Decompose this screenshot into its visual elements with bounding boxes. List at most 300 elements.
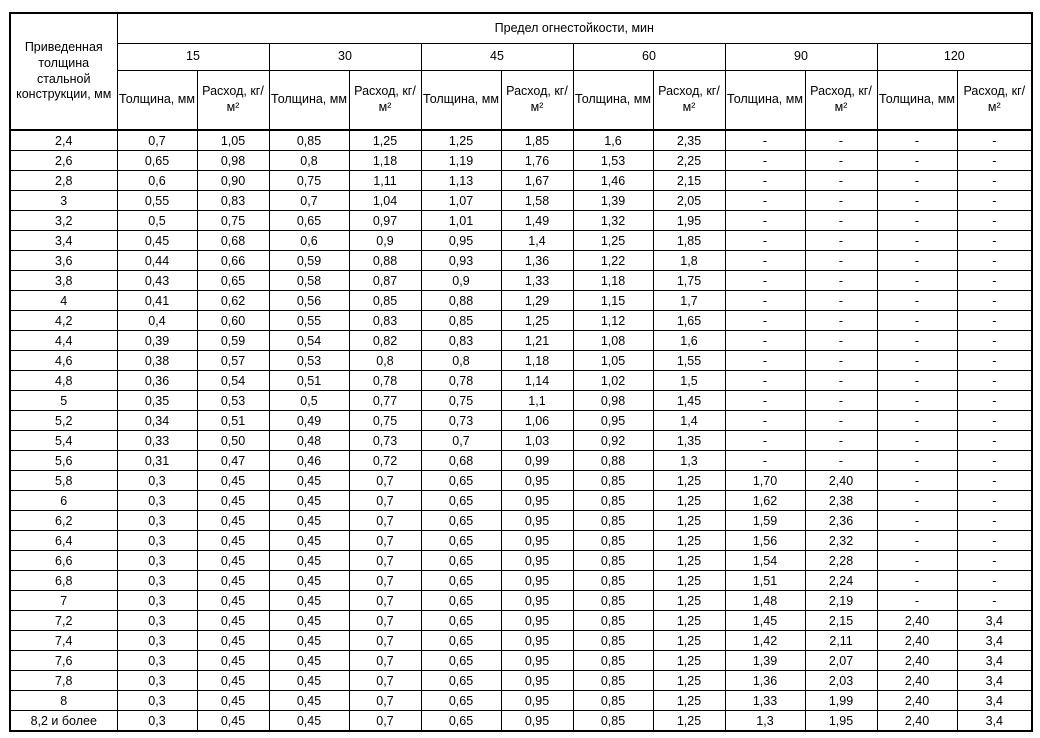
table-row [10, 391, 1032, 411]
thickness-cell: 0,68 [421, 451, 501, 471]
thickness-cell: 0,3 [117, 471, 197, 491]
thickness-cell: 0,88 [573, 451, 653, 471]
thickness-cell: 2,40 [877, 711, 957, 732]
consumption-cell: 1,25 [653, 611, 725, 631]
consumption-cell: 0,95 [501, 651, 573, 671]
thickness-cell: 0,3 [117, 711, 197, 732]
thickness-cell: - [877, 171, 957, 191]
consumption-cell: - [805, 431, 877, 451]
consumption-cell: 0,7 [349, 631, 421, 651]
thickness-cell: 0,65 [421, 471, 501, 491]
thickness-cell: 0,3 [117, 591, 197, 611]
thickness-cell: - [877, 531, 957, 551]
consumption-cell: 1,36 [501, 251, 573, 271]
thickness-cell: 0,85 [573, 591, 653, 611]
thickness-cell: - [725, 211, 805, 231]
consumption-cell: 3,4 [957, 631, 1032, 651]
thickness-cell: - [877, 591, 957, 611]
thickness-cell: - [725, 271, 805, 291]
steel-thickness-cell: 5 [10, 391, 117, 411]
consumption-cell: 2,07 [805, 651, 877, 671]
consumption-cell: - [957, 411, 1032, 431]
table-row [10, 151, 1032, 171]
consumption-cell: 2,35 [653, 130, 725, 151]
group-header-row [10, 44, 1032, 71]
thickness-cell: - [877, 571, 957, 591]
thickness-cell: 0,85 [573, 611, 653, 631]
thickness-cell: 0,78 [421, 371, 501, 391]
thickness-cell: 0,9 [421, 271, 501, 291]
consumption-cell: - [805, 371, 877, 391]
consumption-header: Расход, кг/м² [197, 71, 269, 131]
steel-thickness-cell: 3,8 [10, 271, 117, 291]
table-row [10, 571, 1032, 591]
thickness-cell: 0,3 [117, 571, 197, 591]
thickness-cell: 1,48 [725, 591, 805, 611]
consumption-cell: 0,95 [501, 611, 573, 631]
thickness-cell: 0,85 [573, 631, 653, 651]
consumption-cell: 1,6 [653, 331, 725, 351]
consumption-cell: - [805, 411, 877, 431]
thickness-cell: 0,65 [269, 211, 349, 231]
consumption-header: Расход, кг/м² [653, 71, 725, 131]
consumption-cell: 1,5 [653, 371, 725, 391]
consumption-cell: - [805, 130, 877, 151]
steel-thickness-cell: 8 [10, 691, 117, 711]
thickness-cell: 0,55 [117, 191, 197, 211]
thickness-cell: - [877, 351, 957, 371]
table-row [10, 651, 1032, 671]
thickness-header: Толщина, мм [573, 71, 653, 131]
thickness-cell: 2,40 [877, 651, 957, 671]
thickness-cell: 0,4 [117, 311, 197, 331]
thickness-cell: - [725, 291, 805, 311]
thickness-cell: - [725, 171, 805, 191]
thickness-cell: 0,65 [421, 711, 501, 732]
thickness-header: Толщина, мм [269, 71, 349, 131]
consumption-cell: - [957, 571, 1032, 591]
thickness-cell: 0,51 [269, 371, 349, 391]
thickness-cell: - [877, 130, 957, 151]
table-row [10, 331, 1032, 351]
subheader-row [10, 71, 1032, 131]
consumption-cell: 1,8 [653, 251, 725, 271]
consumption-cell: 1,75 [653, 271, 725, 291]
thickness-cell: - [877, 451, 957, 471]
consumption-cell: 0,53 [197, 391, 269, 411]
thickness-cell: 1,25 [421, 130, 501, 151]
thickness-cell: 1,59 [725, 511, 805, 531]
thickness-cell: - [877, 151, 957, 171]
consumption-cell: 1,03 [501, 431, 573, 451]
thickness-cell: - [877, 411, 957, 431]
consumption-cell: 0,95 [501, 591, 573, 611]
consumption-cell: 1,25 [501, 311, 573, 331]
steel-thickness-cell: 4 [10, 291, 117, 311]
thickness-cell: 0,3 [117, 631, 197, 651]
consumption-cell: 1,95 [653, 211, 725, 231]
thickness-cell: 0,6 [269, 231, 349, 251]
steel-thickness-cell: 6,8 [10, 571, 117, 591]
consumption-cell: 1,18 [501, 351, 573, 371]
consumption-cell: 0,98 [197, 151, 269, 171]
consumption-cell: 1,7 [653, 291, 725, 311]
consumption-cell: 0,99 [501, 451, 573, 471]
thickness-cell: 0,85 [573, 711, 653, 732]
consumption-cell: 0,45 [197, 471, 269, 491]
thickness-cell: - [877, 211, 957, 231]
thickness-cell: - [877, 371, 957, 391]
consumption-cell: - [805, 271, 877, 291]
thickness-cell: 0,36 [117, 371, 197, 391]
table-row [10, 271, 1032, 291]
thickness-cell: 1,70 [725, 471, 805, 491]
consumption-cell: - [805, 231, 877, 251]
consumption-cell: 1,25 [653, 551, 725, 571]
thickness-cell: - [877, 511, 957, 531]
consumption-cell: 0,95 [501, 571, 573, 591]
thickness-cell: 0,45 [269, 691, 349, 711]
consumption-cell: 1,25 [653, 491, 725, 511]
thickness-cell: 0,65 [421, 691, 501, 711]
consumption-cell: 1,35 [653, 431, 725, 451]
steel-thickness-cell: 7,6 [10, 651, 117, 671]
thickness-cell: 1,08 [573, 331, 653, 351]
consumption-cell: - [957, 551, 1032, 571]
consumption-cell: - [957, 511, 1032, 531]
consumption-cell: 0,7 [349, 531, 421, 551]
consumption-cell: 1,25 [653, 711, 725, 732]
consumption-cell: - [957, 171, 1032, 191]
consumption-cell: - [957, 391, 1032, 411]
thickness-cell: 0,7 [269, 191, 349, 211]
thickness-cell: 0,7 [117, 130, 197, 151]
consumption-cell: 0,45 [197, 711, 269, 732]
thickness-cell: 0,58 [269, 271, 349, 291]
thickness-cell: 0,65 [421, 571, 501, 591]
consumption-cell: 1,25 [349, 130, 421, 151]
thickness-cell: 0,3 [117, 491, 197, 511]
thickness-cell: 2,40 [877, 691, 957, 711]
group-header-120: 120 [877, 44, 1032, 71]
thickness-cell: 0,65 [421, 531, 501, 551]
consumption-cell: - [957, 531, 1032, 551]
table-row [10, 691, 1032, 711]
consumption-cell: 1,55 [653, 351, 725, 371]
thickness-cell: 0,65 [421, 671, 501, 691]
steel-thickness-cell: 5,6 [10, 451, 117, 471]
consumption-cell: 2,03 [805, 671, 877, 691]
steel-thickness-cell: 7,8 [10, 671, 117, 691]
thickness-cell: 0,3 [117, 691, 197, 711]
consumption-cell: - [957, 431, 1032, 451]
group-header-45: 45 [421, 44, 573, 71]
consumption-header: Расход, кг/м² [957, 71, 1032, 131]
consumption-cell: 1,85 [501, 130, 573, 151]
consumption-cell: 0,51 [197, 411, 269, 431]
consumption-cell: 0,97 [349, 211, 421, 231]
thickness-cell: 1,02 [573, 371, 653, 391]
thickness-cell: 0,85 [269, 130, 349, 151]
thickness-cell: 0,6 [117, 171, 197, 191]
consumption-cell: 1,25 [653, 531, 725, 551]
thickness-cell: - [725, 431, 805, 451]
consumption-cell: 0,8 [349, 351, 421, 371]
consumption-cell: 0,73 [349, 431, 421, 451]
consumption-cell: 0,45 [197, 631, 269, 651]
consumption-cell: 0,95 [501, 691, 573, 711]
consumption-cell: - [957, 191, 1032, 211]
thickness-cell: 1,6 [573, 130, 653, 151]
consumption-cell: 0,45 [197, 611, 269, 631]
thickness-cell: 0,73 [421, 411, 501, 431]
thickness-cell: - [725, 231, 805, 251]
consumption-cell: - [957, 211, 1032, 231]
table-row [10, 291, 1032, 311]
thickness-cell: 0,85 [573, 471, 653, 491]
thickness-cell: 0,53 [269, 351, 349, 371]
thickness-cell: - [877, 251, 957, 271]
thickness-cell: 1,36 [725, 671, 805, 691]
thickness-cell: 0,34 [117, 411, 197, 431]
thickness-cell: - [725, 451, 805, 471]
thickness-cell: - [725, 351, 805, 371]
thickness-cell: - [877, 391, 957, 411]
consumption-cell: - [957, 331, 1032, 351]
consumption-cell: 2,15 [653, 171, 725, 191]
consumption-cell: 0,7 [349, 691, 421, 711]
thickness-cell: - [725, 391, 805, 411]
consumption-cell: 0,45 [197, 571, 269, 591]
consumption-cell: 0,95 [501, 511, 573, 531]
consumption-cell: 0,7 [349, 511, 421, 531]
fire-resistance-header: Предел огнестойкости, мин [117, 13, 1032, 44]
steel-thickness-cell: 4,4 [10, 331, 117, 351]
consumption-cell: 3,4 [957, 671, 1032, 691]
consumption-cell: 0,95 [501, 531, 573, 551]
steel-thickness-cell: 7 [10, 591, 117, 611]
consumption-cell: 1,99 [805, 691, 877, 711]
thickness-cell: 0,33 [117, 431, 197, 451]
consumption-cell: 1,25 [653, 471, 725, 491]
thickness-cell: 1,13 [421, 171, 501, 191]
consumption-cell: - [805, 211, 877, 231]
thickness-cell: 1,45 [725, 611, 805, 631]
steel-thickness-cell: 6,2 [10, 511, 117, 531]
table-row [10, 671, 1032, 691]
thickness-cell: 0,41 [117, 291, 197, 311]
consumption-cell: - [957, 311, 1032, 331]
steel-thickness-cell: 3,6 [10, 251, 117, 271]
thickness-cell: 1,18 [573, 271, 653, 291]
thickness-cell: - [877, 311, 957, 331]
thickness-cell: 0,45 [269, 491, 349, 511]
thickness-cell: 1,53 [573, 151, 653, 171]
consumption-cell: 1,76 [501, 151, 573, 171]
steel-thickness-cell: 2,4 [10, 130, 117, 151]
consumption-cell: 1,25 [653, 631, 725, 651]
consumption-cell: 1,58 [501, 191, 573, 211]
thickness-cell: 0,65 [421, 591, 501, 611]
thickness-cell: - [877, 271, 957, 291]
consumption-cell: - [957, 491, 1032, 511]
consumption-cell: 0,9 [349, 231, 421, 251]
thickness-cell: 1,07 [421, 191, 501, 211]
thickness-cell: 0,65 [421, 631, 501, 651]
consumption-cell: 0,68 [197, 231, 269, 251]
thickness-cell: 0,31 [117, 451, 197, 471]
thickness-cell: 0,75 [269, 171, 349, 191]
thickness-cell: 0,3 [117, 551, 197, 571]
consumption-cell: 0,7 [349, 651, 421, 671]
steel-thickness-cell: 5,2 [10, 411, 117, 431]
thickness-cell: 0,48 [269, 431, 349, 451]
thickness-cell: 0,85 [573, 491, 653, 511]
steel-thickness-cell: 3 [10, 191, 117, 211]
thickness-cell: - [725, 411, 805, 431]
thickness-cell: - [725, 191, 805, 211]
consumption-cell: 0,60 [197, 311, 269, 331]
steel-thickness-cell: 2,8 [10, 171, 117, 191]
consumption-cell: 2,15 [805, 611, 877, 631]
thickness-cell: 2,40 [877, 631, 957, 651]
consumption-cell: 0,83 [349, 311, 421, 331]
thickness-cell: 0,39 [117, 331, 197, 351]
thickness-cell: 0,85 [573, 691, 653, 711]
thickness-cell: 0,3 [117, 611, 197, 631]
consumption-cell: 0,65 [197, 271, 269, 291]
steel-thickness-cell: 6 [10, 491, 117, 511]
thickness-cell: 1,32 [573, 211, 653, 231]
thickness-cell: 1,05 [573, 351, 653, 371]
consumption-cell: 0,7 [349, 591, 421, 611]
thickness-cell: 0,49 [269, 411, 349, 431]
consumption-cell: 0,95 [501, 491, 573, 511]
table-row [10, 251, 1032, 271]
thickness-cell: 0,7 [421, 431, 501, 451]
steel-thickness-cell: 8,2 и более [10, 711, 117, 732]
thickness-cell: 0,95 [573, 411, 653, 431]
consumption-cell: - [805, 291, 877, 311]
consumption-cell: - [957, 291, 1032, 311]
steel-thickness-cell: 5,8 [10, 471, 117, 491]
thickness-cell: 1,39 [725, 651, 805, 671]
consumption-cell: - [957, 591, 1032, 611]
thickness-cell: 1,22 [573, 251, 653, 271]
table-header [10, 13, 1032, 130]
consumption-cell: 2,32 [805, 531, 877, 551]
thickness-cell: 1,56 [725, 531, 805, 551]
consumption-cell: 1,21 [501, 331, 573, 351]
thickness-cell: 1,33 [725, 691, 805, 711]
consumption-cell: 1,14 [501, 371, 573, 391]
thickness-cell: 0,95 [421, 231, 501, 251]
consumption-cell: 1,25 [653, 651, 725, 671]
consumption-cell: 0,88 [349, 251, 421, 271]
thickness-cell: 0,3 [117, 531, 197, 551]
consumption-cell: 1,29 [501, 291, 573, 311]
thickness-cell: 0,3 [117, 511, 197, 531]
table-row [10, 411, 1032, 431]
consumption-cell: 0,45 [197, 671, 269, 691]
thickness-cell: 1,54 [725, 551, 805, 571]
thickness-cell: 1,39 [573, 191, 653, 211]
consumption-cell: 0,45 [197, 551, 269, 571]
thickness-cell: 0,5 [269, 391, 349, 411]
consumption-cell: - [957, 130, 1032, 151]
thickness-cell: - [725, 151, 805, 171]
steel-thickness-cell: 6,6 [10, 551, 117, 571]
table-row [10, 591, 1032, 611]
consumption-header: Расход, кг/м² [349, 71, 421, 131]
steel-thickness-cell: 7,2 [10, 611, 117, 631]
consumption-cell: 0,62 [197, 291, 269, 311]
consumption-cell: 1,65 [653, 311, 725, 331]
thickness-cell: 0,45 [269, 471, 349, 491]
thickness-cell: 0,65 [117, 151, 197, 171]
thickness-cell: 1,42 [725, 631, 805, 651]
consumption-cell: 0,75 [197, 211, 269, 231]
table-row [10, 511, 1032, 531]
table-row [10, 231, 1032, 251]
thickness-cell: 0,65 [421, 551, 501, 571]
thickness-cell: - [877, 471, 957, 491]
thickness-cell: 0,65 [421, 651, 501, 671]
consumption-cell: 3,4 [957, 651, 1032, 671]
consumption-cell: 0,85 [349, 291, 421, 311]
thickness-cell: 0,45 [269, 651, 349, 671]
thickness-cell: - [725, 371, 805, 391]
consumption-cell: 0,7 [349, 611, 421, 631]
thickness-cell: 0,45 [269, 591, 349, 611]
thickness-cell: 0,65 [421, 491, 501, 511]
consumption-cell: - [805, 391, 877, 411]
consumption-cell: 0,72 [349, 451, 421, 471]
thickness-cell: 0,54 [269, 331, 349, 351]
consumption-cell: 0,90 [197, 171, 269, 191]
consumption-cell: - [957, 231, 1032, 251]
consumption-cell: - [805, 171, 877, 191]
table-row [10, 471, 1032, 491]
consumption-cell: 2,25 [653, 151, 725, 171]
consumption-cell: 0,82 [349, 331, 421, 351]
consumption-cell: 0,47 [197, 451, 269, 471]
thickness-cell: 0,45 [269, 531, 349, 551]
consumption-cell: - [805, 331, 877, 351]
thickness-cell: 1,01 [421, 211, 501, 231]
consumption-cell: 0,54 [197, 371, 269, 391]
consumption-cell: - [805, 311, 877, 331]
consumption-cell: 1,11 [349, 171, 421, 191]
table-row [10, 451, 1032, 471]
thickness-cell: 0,98 [573, 391, 653, 411]
thickness-cell: 0,45 [269, 511, 349, 531]
thickness-cell: 0,83 [421, 331, 501, 351]
thickness-cell: 0,45 [117, 231, 197, 251]
consumption-cell: 0,95 [501, 711, 573, 732]
consumption-cell: 3,4 [957, 691, 1032, 711]
table-row [10, 491, 1032, 511]
consumption-cell: 2,11 [805, 631, 877, 651]
consumption-cell: 0,95 [501, 671, 573, 691]
consumption-cell: - [805, 451, 877, 471]
thickness-cell: 0,45 [269, 611, 349, 631]
thickness-cell: 0,85 [573, 551, 653, 571]
table-row [10, 191, 1032, 211]
steel-thickness-cell: 4,2 [10, 311, 117, 331]
thickness-cell: 0,45 [269, 551, 349, 571]
consumption-cell: 1,06 [501, 411, 573, 431]
